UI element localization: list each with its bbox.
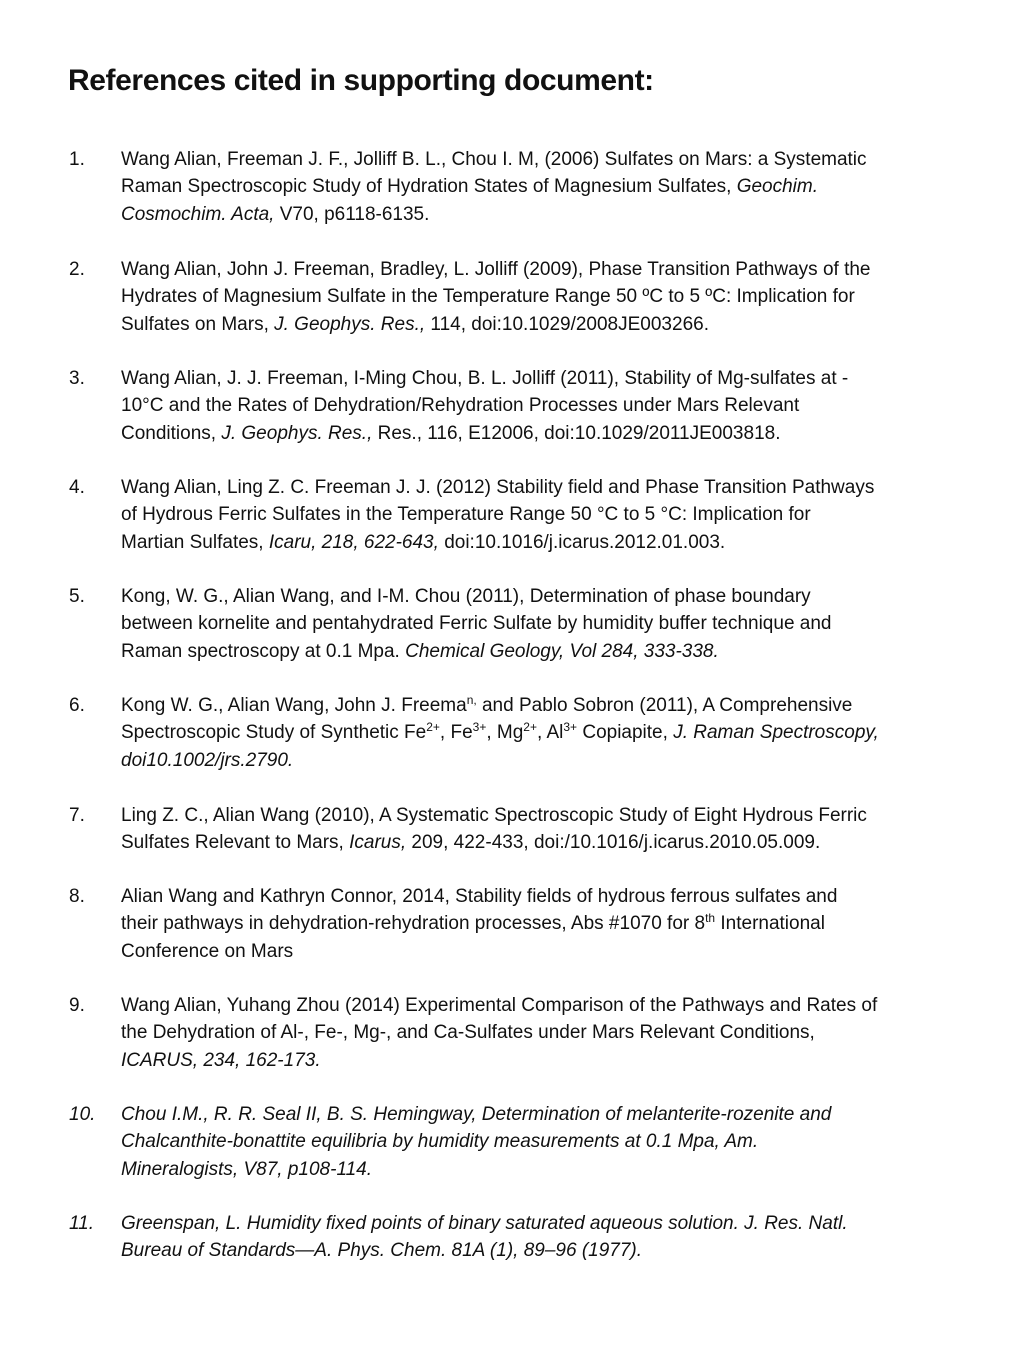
reference-text-segment: Kong, W. G., Alian Wang, and I-M. Chou (2011), Determination of phase boundary (121, 586, 811, 607)
reference-text (121, 1210, 951, 1265)
superscript: 3+ (563, 720, 578, 735)
journal-name: Geochim. (736, 176, 819, 198)
reference-text-segment: , Fe (439, 722, 473, 744)
reference-text-segment: Conference on Mars (121, 940, 294, 962)
reference-text-segment: Wang Alian, Yuhang Zhou (2014) Experimental Comparison of the Pathways and Rates of (121, 995, 878, 1016)
reference-text-segment: Copiapite, (577, 722, 674, 744)
reference-text-segment: , Al (536, 722, 564, 744)
reference-text-segment: their pathways in dehydration-rehydration processes, Abs #1070 for 8 (121, 913, 706, 935)
reference-text-segment: International (715, 913, 825, 935)
reference-text-segment: Chalcanthite-bonattite equilibria by humidity measurements at 0.1 Mpa, Am. (121, 1131, 759, 1153)
reference-text (121, 802, 951, 857)
reference-text (121, 692, 951, 774)
reference-text-segment: Kong W. G., Alian Wang, John J. Freema (121, 695, 467, 716)
reference-text-segment: Hydrates of Magnesium Sulfate in the Temperature Range 50 ºC to 5 ºC: Implication for (121, 286, 855, 308)
superscript: 2+ (523, 720, 537, 735)
reference-text-segment: between kornelite and pentahydrated Ferric Sulfate by humidity buffer technique and (121, 613, 832, 635)
superscript: n, (466, 693, 477, 707)
reference-number: 8. (69, 886, 85, 907)
reference-text-segment: the Dehydration of Al-, Fe-, Mg-, and Ca-Sulfates under Mars Relevant Conditions, (121, 1022, 815, 1044)
reference-number: 7. (69, 805, 85, 826)
reference-text-segment: Raman Spectroscopic Study of Hydration States of Magnesium Sulfates, (121, 176, 737, 198)
reference-text-segment: Mineralogists, V87, p108-114. (121, 1158, 373, 1180)
reference-number: 2. (69, 259, 85, 280)
reference-text (121, 992, 951, 1074)
reference-text-segment: , Mg (486, 722, 524, 744)
reference-text (121, 883, 951, 965)
reference-number: 3. (69, 368, 85, 389)
reference-text-segment: Conditions, (121, 422, 222, 444)
superscript: 3+ (472, 720, 487, 735)
journal-name: Chemical Geology, Vol 284, 333-338. (405, 640, 719, 662)
reference-text-segment: Ling Z. C., Alian Wang (2010), A Systematic Spectroscopic Study of Eight Hydrous Ferric (121, 805, 867, 826)
reference-number: 10. (69, 1104, 96, 1125)
reference-text-segment: Raman spectroscopy at 0.1 Mpa. (121, 640, 406, 662)
superscript: 2+ (426, 720, 440, 735)
reference-text-segment: of Hydrous Ferric Sulfates in the Temperature Range 50 °C to 5 °C: Implication for (121, 504, 811, 526)
journal-name: ICARUS, 234, 162-173. (121, 1049, 321, 1071)
reference-text-segment: V70, p6118-6135. (274, 203, 430, 225)
reference-number: 9. (69, 995, 85, 1016)
reference-number: 5. (69, 586, 85, 607)
reference-number: 6. (69, 695, 85, 716)
reference-text (121, 256, 951, 338)
superscript: th (705, 911, 716, 926)
reference-text-segment: 10°C and the Rates of Dehydration/Rehydration Processes under Mars Relevant (121, 395, 800, 417)
reference-text-segment: Res., 116, E12006, doi:10.1029/2011JE003818. (372, 422, 781, 444)
journal-name: Icarus, (349, 832, 407, 854)
reference-text-segment: Spectroscopic Study of Synthetic Fe (121, 722, 427, 744)
reference-text-segment: 114, doi:10.1029/2008JE003266. (425, 313, 709, 335)
reference-text-segment: Alian Wang and Kathryn Connor, 2014, Stability fields of hydrous ferrous sulfates and (121, 886, 838, 907)
reference-text-segment: 209, 422-433, doi:/10.1016/j.icarus.2010.05.009. (406, 832, 821, 854)
reference-text-segment: Bureau of Standards—A. Phys. Chem. 81A (1), 89–96 (1977). (121, 1240, 643, 1262)
reference-text-segment: Wang Alian, Freeman J. F., Jolliff B. L., Chou I. M, (2006) Sulfates on Mars: a Systematic (121, 149, 867, 170)
journal-name: J. Raman Spectroscopy, (673, 722, 879, 744)
reference-text (121, 583, 951, 665)
reference-text (121, 474, 951, 556)
reference-text-segment: and Pablo Sobron (2011), A Comprehensive (476, 695, 853, 716)
reference-text (121, 1101, 951, 1183)
reference-doi: doi10.1002/jrs.2790. (121, 749, 294, 771)
reference-text-segment: Wang Alian, John J. Freeman, Bradley, L. Jolliff (2009), Phase Transition Pathways of the (121, 259, 871, 280)
journal-name: Icaru, 218, 622-643, (268, 531, 439, 553)
journal-name: J. Geophys. Res., (221, 422, 373, 444)
journal-name: Cosmochim. Acta, (121, 203, 275, 225)
reference-text-segment: doi:10.1016/j.icarus.2012.01.003. (438, 531, 726, 553)
reference-text-segment: Sulfates on Mars, (121, 313, 275, 335)
reference-text (121, 365, 951, 447)
journal-name: J. Geophys. Res., (274, 313, 426, 335)
reference-number: 4. (69, 477, 85, 498)
reference-number: 11. (69, 1213, 95, 1234)
page-title: References cited in supporting document: (68, 64, 654, 97)
reference-text-segment: Wang Alian, J. J. Freeman, I-Ming Chou, B. L. Jolliff (2011), Stability of Mg-sulfates at - (121, 368, 849, 389)
reference-text-segment: Martian Sulfates, (121, 531, 269, 553)
reference-text-segment: Chou I.M., R. R. Seal II, B. S. Hemingway, Determination of melanterite-rozenite and (121, 1104, 832, 1125)
reference-text-segment: Greenspan, L. Humidity fixed points of binary saturated aqueous solution. J. Res. Natl. (121, 1213, 848, 1234)
reference-text (121, 146, 951, 228)
reference-text-segment: Wang Alian, Ling Z. C. Freeman J. J. (2012) Stability field and Phase Transition Pathways (121, 477, 875, 498)
reference-number: 1. (69, 149, 85, 170)
reference-text-segment: Sulfates Relevant to Mars, (121, 832, 350, 854)
